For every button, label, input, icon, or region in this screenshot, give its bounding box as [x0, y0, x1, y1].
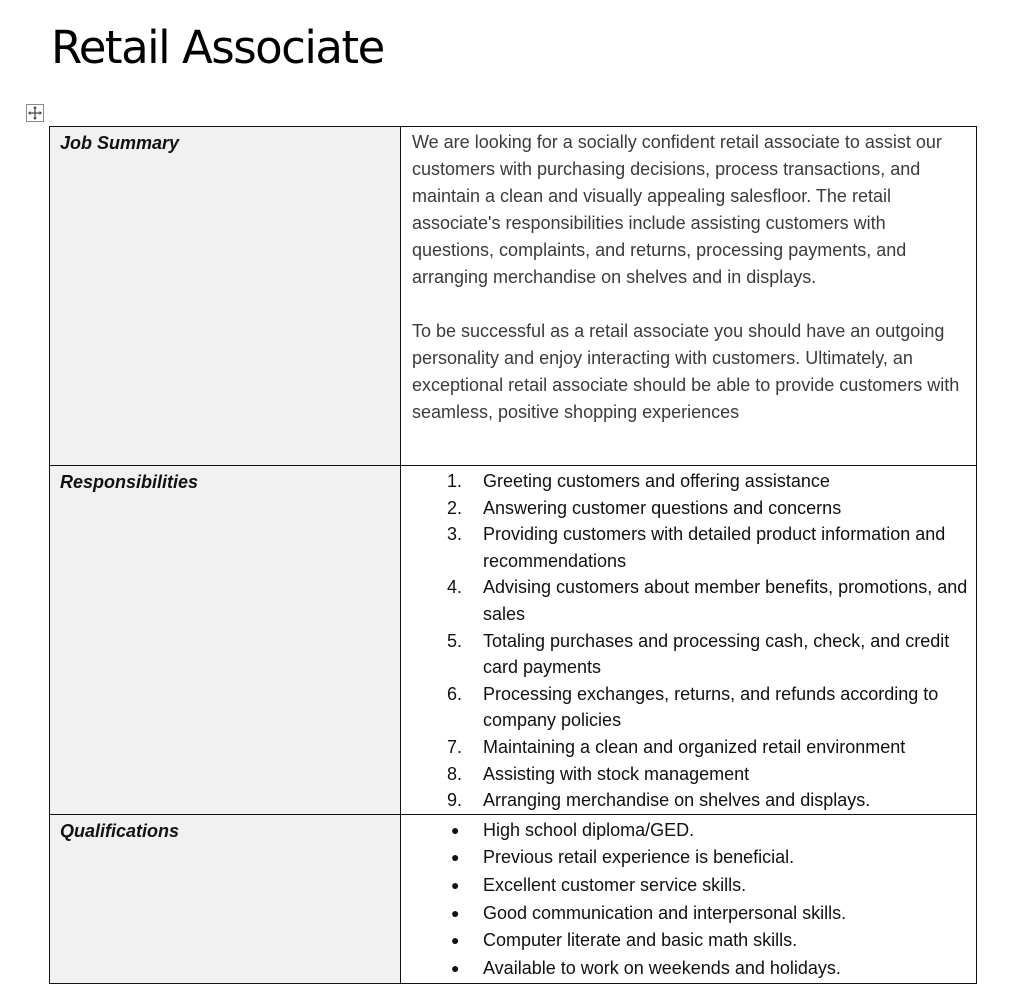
- job-summary-label-cell[interactable]: [50, 127, 401, 466]
- bullet-icon: ●: [451, 932, 460, 949]
- list-item-text: Advising customers about member benefits, promotions, and sales: [483, 577, 968, 624]
- list-item: [451, 927, 968, 955]
- list-number: 6.: [447, 683, 463, 704]
- list-number: 5.: [447, 630, 463, 651]
- list-item: [447, 734, 968, 761]
- responsibilities-label: Responsibilities: [60, 472, 199, 492]
- list-item-text: Previous retail experience is beneficial.: [483, 847, 795, 868]
- bullet-icon: ●: [451, 876, 460, 893]
- list-item: [447, 787, 968, 814]
- responsibilities-content-cell[interactable]: [401, 466, 977, 815]
- responsibilities-label-cell[interactable]: [50, 466, 401, 815]
- list-number: 2.: [447, 497, 463, 518]
- list-item-text: Assisting with stock management: [483, 763, 750, 784]
- list-number: 8.: [447, 763, 463, 784]
- bullet-icon: ●: [451, 959, 460, 976]
- list-item: [447, 761, 968, 788]
- bullet-icon: ●: [451, 849, 460, 866]
- bullet-icon: ●: [451, 904, 460, 921]
- qualifications-label-cell[interactable]: [50, 814, 401, 983]
- job-summary-paragraph-1: We are looking for a socially confident retail associate to assist our customers with purchasing decisions, process transactions, and maintain a clean and visually appealing salesfloor. The retail associate's responsibilities include assisting customers with questions, complaints, and returns, processing payments, and arranging merchandise on shelves and in displays.: [412, 132, 942, 287]
- list-item: [447, 468, 968, 495]
- qualifications-list: [401, 817, 976, 983]
- table-row-qualifications: [50, 814, 977, 983]
- job-summary-paragraph-2: To be successful as a retail associate you should have an outgoing personality and enjoy interacting with customers. Ultimately, an exceptional retail associate should be able to provide customers with seamless, positive shopping experiences: [412, 321, 960, 422]
- table-row-job-summary: [50, 127, 977, 466]
- table-row-responsibilities: [50, 466, 977, 815]
- list-number: 7.: [447, 736, 463, 757]
- list-item-text: Arranging merchandise on shelves and displays.: [483, 790, 871, 811]
- qualifications-label: Qualifications: [60, 820, 180, 841]
- job-summary-content-cell[interactable]: [401, 127, 977, 466]
- list-item: [451, 955, 968, 983]
- list-item-text: Excellent customer service skills.: [483, 874, 747, 895]
- list-number: 9.: [447, 790, 463, 811]
- list-item-text: Available to work on weekends and holidays.: [483, 957, 841, 978]
- list-number: 4.: [447, 577, 463, 598]
- list-item-text: Maintaining a clean and organized retail environment: [483, 736, 906, 757]
- list-item: [447, 574, 968, 627]
- job-summary-label: Job Summary: [60, 133, 180, 153]
- list-item-text: Good communication and interpersonal skills.: [483, 902, 847, 923]
- list-number: 1.: [447, 471, 463, 491]
- document-title: Retail Associate: [51, 21, 384, 74]
- list-item-text: High school diploma/GED.: [483, 819, 695, 840]
- responsibilities-list: [401, 468, 976, 814]
- list-number: 3.: [447, 524, 463, 545]
- bullet-icon: ●: [451, 821, 460, 838]
- list-item: [451, 900, 968, 928]
- table-move-handle-icon[interactable]: [26, 104, 44, 122]
- list-item: [447, 628, 968, 681]
- list-item: [447, 681, 968, 734]
- list-item-text: Greeting customers and offering assistance: [483, 471, 830, 491]
- list-item-text: Providing customers with detailed product information and recommendations: [483, 524, 946, 571]
- list-item-text: Totaling purchases and processing cash, check, and credit card payments: [483, 630, 950, 678]
- list-item-text: Answering customer questions and concerns: [483, 497, 842, 518]
- list-item: [447, 495, 968, 522]
- list-item: [447, 521, 968, 574]
- list-item: [451, 844, 968, 872]
- qualifications-content-cell[interactable]: [401, 814, 977, 983]
- list-item: [451, 872, 968, 900]
- list-item: [451, 817, 968, 845]
- list-item-text: Processing exchanges, returns, and refunds according to company policies: [483, 683, 939, 731]
- list-item-text: Computer literate and basic math skills.: [483, 930, 798, 951]
- job-description-table: [49, 126, 977, 984]
